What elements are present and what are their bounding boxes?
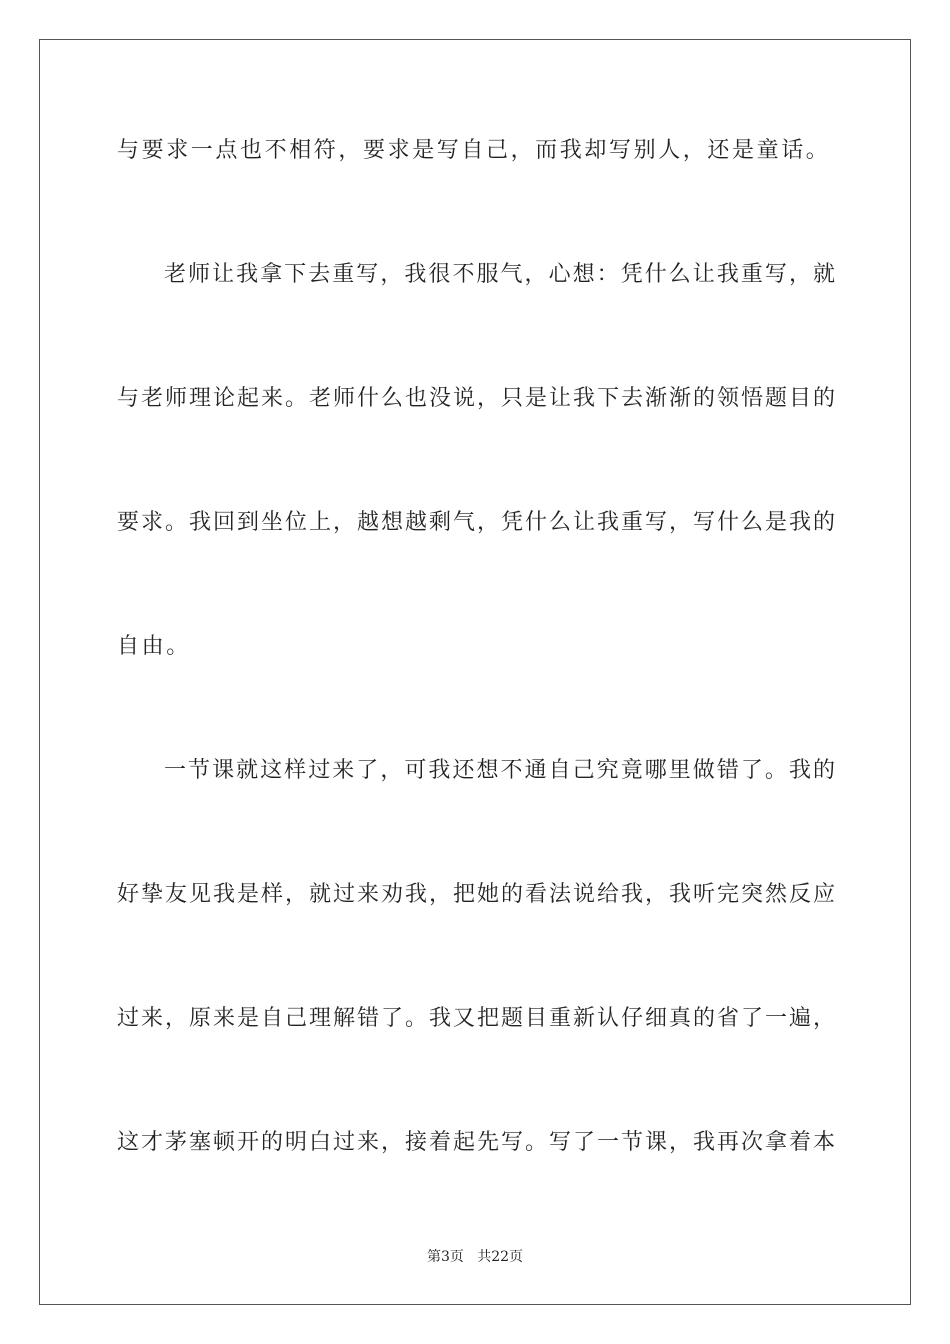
paragraph-line: 好挚友见我是样，就过来劝我，把她的看法说给我，我听完突然反应 [117,882,835,907]
paragraph-line: 与老师理论起来。老师什么也没说，只是让我下去渐渐的领悟题目的 [117,386,835,411]
paragraph-line: 自由。 [117,634,191,659]
paragraph-line: 老师让我拿下去重写，我很不服气，心想：凭什么让我重写，就 [164,262,835,287]
paragraph-line: 要求。我回到坐位上，越想越剩气，凭什么让我重写，写什么是我的 [117,510,835,535]
paragraph-line: 与要求一点也不相符，要求是写自己，而我却写别人，还是童话。 [117,138,831,163]
paragraph-line: 一节课就这样过来了，可我还想不通自己究竟哪里做错了。我的 [164,758,835,783]
page-number-footer: 第3页 共22页 [426,1249,524,1265]
paragraph-line: 这才茅塞顿开的明白过来，接着起先写。写了一节课，我再次拿着本 [117,1130,835,1155]
document-body [117,126,835,1242]
paragraph-line: 过来，原来是自己理解错了。我又把题目重新认仔细真的省了一遍， [117,1006,835,1031]
